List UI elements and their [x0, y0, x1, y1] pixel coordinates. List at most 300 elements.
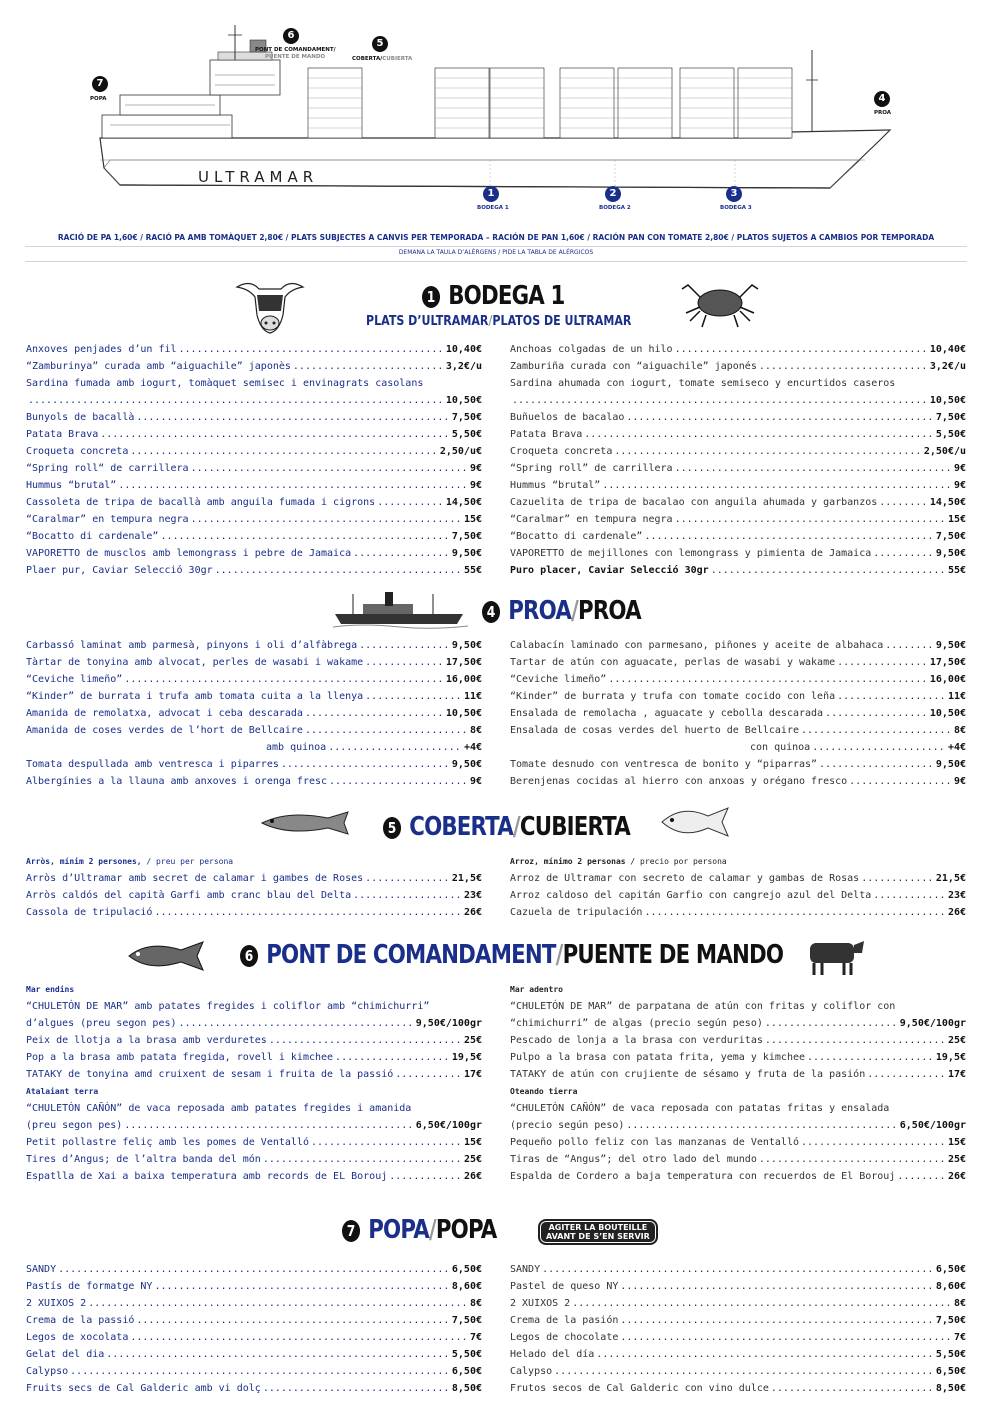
menu-item [26, 1015, 482, 1032]
dot-leader [807, 1049, 934, 1066]
rice-note-es [510, 853, 966, 870]
menu-item-price: 9€ [469, 463, 482, 474]
menu-item-price: 25€ [947, 1154, 966, 1165]
dot-leader [136, 1312, 450, 1329]
menu-item-price: 26€ [947, 907, 966, 918]
dot-leader [867, 1066, 946, 1083]
menu-item-price: 6,50€ [451, 1366, 482, 1377]
menu-item [26, 1117, 482, 1134]
rice-note-detail: / preu per persona [146, 857, 234, 866]
menu-item-price: 15€ [463, 1137, 482, 1148]
menu-item-name: Pastel de queso NY [510, 1281, 619, 1292]
rice-note-detail: / precio por persona [630, 857, 727, 866]
dot-leader [849, 773, 952, 790]
dot-leader [897, 1168, 946, 1185]
menu-item [26, 443, 482, 460]
menu-item-name: Buñuelos de bacalao [510, 412, 625, 423]
bodega-list-es [510, 341, 966, 579]
section-number: 6 [240, 945, 258, 967]
dot-leader [614, 443, 921, 460]
menu-item [510, 1117, 966, 1134]
menu-item-price: 26€ [947, 1171, 966, 1182]
marker-coberta-label: COBERTA/CUBIERTA [352, 56, 413, 62]
menu-item [26, 773, 482, 790]
menu-item-price: 8,50€ [935, 1383, 966, 1394]
menu-item [26, 1329, 482, 1346]
menu-item-price: 3,2€/u [929, 361, 966, 372]
menu-item [26, 426, 482, 443]
section-title-popa: 7 POPA/POPA [342, 1215, 496, 1245]
dot-leader [620, 1312, 934, 1329]
menu-item-name: Tomate desnudo con ventresca de bonito y “piparras” [510, 759, 818, 770]
dot-leader [596, 1346, 934, 1363]
menu-item-name: Pescado de lonja a la brasa con verduritas [510, 1035, 763, 1046]
dot-leader [765, 1015, 898, 1032]
section-title-coberta: 5 COBERTA/CUBIERTA [383, 812, 630, 842]
menu-item [26, 392, 482, 409]
menu-item-price: 25€ [463, 1035, 482, 1046]
menu-item [510, 1134, 966, 1151]
menu-item-name: Frutos secos de Cal Galderic con vino dulce [510, 1383, 769, 1394]
menu-item-name: “Ceviche limeño” [510, 674, 607, 685]
menu-item [26, 460, 482, 477]
carp-fish-icon [658, 802, 733, 846]
menu-item-name: Croqueta concreta [26, 446, 129, 457]
menu-item [510, 1261, 966, 1278]
menu-item-name: “Kinder” de burrata y trufa con tomate cocido con leña [510, 691, 836, 702]
menu-item [26, 477, 482, 494]
cow-icon [796, 933, 866, 982]
menu-item [510, 773, 966, 790]
dot-leader [512, 392, 928, 409]
menu-item [26, 409, 482, 426]
menu-item-name: Puro placer, Caviar Selecció 30gr [510, 565, 709, 576]
menu-item-price: 14,50€ [445, 497, 482, 508]
menu-item-name: Tomata despullada amb ventresca i piparres [26, 759, 279, 770]
dot-leader [365, 654, 444, 671]
menu-item-price: +4€ [947, 742, 966, 753]
menu-item-price: 17€ [463, 1069, 482, 1080]
menu-item-price: 55€ [947, 565, 966, 576]
menu-item-name: SANDY [510, 1264, 541, 1275]
dot-leader [160, 528, 449, 545]
marker-bodega-2-label: BODEGA 2 [599, 205, 631, 211]
section-title-proa: 4 PROA/PROA [482, 596, 641, 626]
pont-list-es [510, 981, 966, 1185]
section-title-bodega [422, 281, 565, 311]
menu-item [510, 426, 966, 443]
menu-item-price: 9€ [953, 463, 966, 474]
dot-leader [801, 1134, 946, 1151]
menu-item [510, 494, 966, 511]
menu-item-name: Pequeño pollo feliz con las manzanas de Ventalló [510, 1137, 799, 1148]
menu-item [26, 637, 482, 654]
section-title-pont: 6 PONT DE COMANDAMENT/PUENTE DE MANDO [240, 940, 783, 970]
dot-leader [136, 409, 450, 426]
menu-item-name: 2 XUIXOS 2 [510, 1298, 571, 1309]
menu-item-name: Plaer pur, Caviar Selecció 30gr [26, 565, 213, 576]
menu-item [26, 705, 482, 722]
menu-item-name: Legos de chocolate [510, 1332, 619, 1343]
marker-bodega-1-label: BODEGA 1 [477, 205, 509, 211]
divider [25, 261, 967, 262]
dot-leader [100, 426, 450, 443]
menu-item-name: Gelat del dia [26, 1349, 105, 1360]
menu-item-name: “Bocatto di cardenale” [26, 531, 159, 542]
marker-popa: 7 [92, 76, 108, 92]
menu-item [510, 392, 966, 409]
menu-item-price: 3,2€/u [445, 361, 482, 372]
allergens-note: DEMANA LA TAULA D’ALÈRGENS / PIDE LA TABLA DE ALÉRGICOS [398, 249, 594, 256]
rice-note-label: Arroz, mínimo 2 personas [510, 857, 626, 866]
menu-item [510, 688, 966, 705]
menu-item-name: SANDY [26, 1264, 57, 1275]
menu-item-name: Pastís de formatge NY [26, 1281, 153, 1292]
menu-item [26, 545, 482, 562]
menu-item-name: Amanida de remolatxa, advocat i ceba descarada [26, 708, 303, 719]
menu-item [26, 1278, 482, 1295]
menu-item-price: 14,50€ [929, 497, 966, 508]
menu-item-price: 9,50€ [451, 548, 482, 559]
title-es: CUBIERTA [519, 812, 630, 842]
marker-pont: 6 [283, 28, 299, 44]
menu-item-name: Arroz de Ultramar con secreto de calamar y gambas de Rosas [510, 873, 860, 884]
dot-leader [263, 1380, 450, 1397]
menu-item-price: 26€ [463, 907, 482, 918]
menu-item-name: “Zamburinya” curada amb “aiguachile” japonès [26, 361, 291, 372]
menu-item-name: Ensalada de cosas verdes del huerto de Bellcaire [510, 725, 799, 736]
menu-item [510, 1015, 966, 1032]
popa-list-es [510, 1261, 966, 1397]
menu-item-name: d’algues (preu segon pes) [26, 1018, 177, 1029]
menu-item [510, 1066, 966, 1083]
dot-leader [584, 426, 934, 443]
menu-item-name: Sardina fumada amb iogurt, tomàquet semisec i envinagrats casolans [26, 378, 424, 389]
menu-item [26, 722, 482, 739]
info-line: RACIÓ DE PA 1,60€ / RACIÓ PA AMB TOMÀQUET 2,80€ / PLATS SUBJECTES A CANVIS PER TEMPORADA – RACIÓN DE PAN 1,60€ / RACIÓN PAN CON TOMATE 2,80€ / PLATOS SUJETOS A CAMBIOS POR TEMPORADA [57, 233, 935, 242]
dot-leader [305, 722, 468, 739]
menu-item-price: 9,50€ [935, 548, 966, 559]
menu-item-name: (precio según peso) [510, 1120, 625, 1131]
badge-line-2: AVANT DE S’EN SERVIR [546, 1232, 650, 1241]
dot-leader [118, 477, 468, 494]
dot-leader [353, 887, 462, 904]
menu-item-name: Ensalada de remolacha , aguacate y cebolla descarada [510, 708, 824, 719]
menu-item-price: 9€ [953, 480, 966, 491]
menu-item-name: Crema de la pasión [510, 1315, 619, 1326]
menu-item [26, 671, 482, 688]
dot-leader [88, 1295, 468, 1312]
menu-item [510, 671, 966, 688]
menu-item [26, 756, 482, 773]
dot-leader [644, 904, 945, 921]
menu-item-name: Calypso [510, 1366, 553, 1377]
menu-item-name: Espatlla de Xai a baixa temperatura amb records de EL Borouj [26, 1171, 388, 1182]
menu-item [510, 1100, 966, 1117]
menu-item-price: 7,50€ [935, 1315, 966, 1326]
dot-leader [765, 1032, 946, 1049]
dot-leader [837, 688, 946, 705]
menu-item [26, 562, 482, 579]
menu-item-price: 6,50€ [451, 1264, 482, 1275]
menu-item-name: Cassoleta de tripa de bacallà amb anguila fumada i cigrons [26, 497, 376, 508]
menu-item [26, 341, 482, 358]
section-number: 7 [342, 1220, 360, 1242]
dot-leader [759, 358, 928, 375]
dot-leader [154, 904, 462, 921]
menu-item [510, 562, 966, 579]
menu-item [26, 739, 482, 756]
menu-item-name: “CHULETÓN DE MAR” de parpatana de atún con fritas y coliflor con [510, 1001, 896, 1012]
menu-item-name: Cazuelita de tripa de bacalao con anguila ahumada y garbanzos [510, 497, 878, 508]
bodega-list-ca [26, 341, 482, 579]
menu-item-name: Anxoves penjades d’un fil [26, 344, 177, 355]
menu-item [26, 1100, 482, 1117]
menu-item-price: 25€ [947, 1035, 966, 1046]
menu-item [510, 528, 966, 545]
marker-proa: 4 [874, 91, 890, 107]
menu-item-name: Bunyols de bacallà [26, 412, 135, 423]
menu-item [26, 1168, 482, 1185]
menu-item [510, 1151, 966, 1168]
menu-item-name: Legos de xocolata [26, 1332, 129, 1343]
menu-item-price: 9€ [469, 776, 482, 787]
rice-note-label: Arròs, mínim 2 persones, [26, 857, 142, 866]
dot-leader [602, 477, 952, 494]
dot-leader [329, 773, 468, 790]
menu-item [510, 375, 966, 392]
menu-item-name: Peix de llotja a la brasa amb verduretes [26, 1035, 267, 1046]
section-number: 1 [422, 286, 440, 308]
menu-item-price: 10,50€ [445, 395, 482, 406]
menu-item-name: Tires d’Angus; de l’altra banda del món [26, 1154, 261, 1165]
menu-item-name: Hummus “brutal” [510, 480, 601, 491]
ship-name: ULTRAMAR [198, 168, 319, 186]
dot-leader [106, 1346, 450, 1363]
dot-leader [675, 511, 946, 528]
dot-leader [837, 654, 928, 671]
fish-icon [125, 938, 210, 977]
menu-item [510, 460, 966, 477]
menu-item-price: 5,50€ [451, 1349, 482, 1360]
menu-item-name: Arròs d’Ultramar amb secret de calamar i gambes de Roses [26, 873, 364, 884]
menu-item-name: “CHULETÓN CAÑÓN” de vaca reposada con patatas fritas y ensalada [510, 1103, 890, 1114]
rice-note-ca [26, 853, 482, 870]
menu-item-price: 10,50€ [929, 395, 966, 406]
menu-item [510, 443, 966, 460]
dot-leader [389, 1168, 462, 1185]
menu-item-price: 2,50€/u [923, 446, 966, 457]
menu-item-name: Hummus “brutal” [26, 480, 117, 491]
menu-item-name: Helado del día [510, 1349, 595, 1360]
menu-item-name: con quinoa [750, 742, 811, 753]
menu-item-price: 8€ [953, 725, 966, 736]
dot-leader [353, 545, 450, 562]
dot-leader [359, 637, 450, 654]
dot-leader [130, 1329, 468, 1346]
menu-item-name: VAPORETTO de mejillones con lemongrass y pimienta de Jamaica [510, 548, 872, 559]
menu-item [510, 409, 966, 426]
title-es: PROA [578, 596, 641, 626]
menu-item-price: 6,50€/100gr [899, 1120, 966, 1131]
dot-leader [542, 1261, 934, 1278]
menu-item-name: Tiras de “Angus”; del otro lado del mundo [510, 1154, 757, 1165]
menu-item [26, 904, 482, 921]
dot-leader [395, 1066, 462, 1083]
dot-leader [130, 443, 437, 460]
menu-item-name: Zamburiña curada con “aiguachile” japonés [510, 361, 757, 372]
menu-item-name: Patata Brava [26, 429, 99, 440]
menu-item [510, 1380, 966, 1397]
menu-item [510, 511, 966, 528]
dot-leader [124, 671, 444, 688]
menu-item [26, 1151, 482, 1168]
menu-item-name: “Caralmar” en tempura negra [26, 514, 189, 525]
menu-item [26, 1363, 482, 1380]
marker-bodega-3-label: BODEGA 3 [720, 205, 752, 211]
menu-item-price: 17,50€ [929, 657, 966, 668]
menu-item [510, 1168, 966, 1185]
proa-list-ca [26, 637, 482, 790]
marker-proa-label: PROA [874, 110, 892, 116]
dot-leader [328, 739, 462, 756]
menu-item [26, 528, 482, 545]
menu-item [510, 756, 966, 773]
menu-item-name: Albergínies a la llauna amb anxoves i orenga fresc [26, 776, 328, 787]
menu-item-price: 7,50€ [451, 1315, 482, 1326]
menu-item-name: TATAKY de tonyina amd cruixent de sesam i fruita de la passió [26, 1069, 394, 1080]
menu-item-price: 9€ [469, 480, 482, 491]
dot-leader [311, 1134, 462, 1151]
menu-item-name: “Caralmar” en tempura negra [510, 514, 673, 525]
pont-list-ca [26, 981, 482, 1185]
menu-item-price: 6,50€ [935, 1264, 966, 1275]
dot-leader [124, 1117, 413, 1134]
menu-item [26, 1261, 482, 1278]
menu-item-name: TATAKY de atún con crujiente de sésamo y fruta de la pasión [510, 1069, 866, 1080]
menu-item-price: 19,5€ [935, 1052, 966, 1063]
divider [25, 246, 967, 247]
dot-leader [626, 1117, 897, 1134]
menu-item-price: 8,60€ [451, 1281, 482, 1292]
menu-item [510, 722, 966, 739]
menu-item-price: 9,50€ [451, 759, 482, 770]
proa-list-es [510, 637, 966, 790]
dot-leader [365, 870, 450, 887]
coberta-list-es [510, 853, 966, 921]
dot-leader [711, 562, 946, 579]
menu-item-name: “CHULETÓN CAÑÓN” de vaca reposada amb patates fregides i amanida [26, 1103, 412, 1114]
dot-leader [620, 1278, 934, 1295]
menu-item [26, 1346, 482, 1363]
dot-leader [179, 341, 444, 358]
menu-item [510, 654, 966, 671]
dot-leader [179, 1015, 414, 1032]
menu-item-name: Cassola de tripulació [26, 907, 153, 918]
menu-item-price: +4€ [463, 742, 482, 753]
menu-item [26, 375, 482, 392]
menu-item-name: Berenjenas cocidas al hierro con anxoas y orégano fresco [510, 776, 848, 787]
dot-leader [620, 1329, 952, 1346]
dot-leader [572, 1295, 952, 1312]
dot-leader [819, 756, 934, 773]
marker-bodega-2: 2 [605, 186, 621, 202]
menu-item [26, 1134, 482, 1151]
dot-leader [675, 460, 952, 477]
dot-leader [771, 1380, 934, 1397]
menu-item-price: 10,40€ [929, 344, 966, 355]
menu-item [26, 1295, 482, 1312]
menu-item [510, 477, 966, 494]
menu-item-price: 5,50€ [451, 429, 482, 440]
dot-leader [608, 671, 928, 688]
menu-item-price: 6,50€/100gr [415, 1120, 482, 1131]
dot-leader [801, 722, 952, 739]
subtitle-es: PLATOS DE ULTRAMAR [492, 314, 632, 329]
menu-item [26, 998, 482, 1015]
dot-leader [70, 1363, 450, 1380]
menu-item-name: Croqueta concreta [510, 446, 613, 457]
menu-item-price: 5,50€ [935, 429, 966, 440]
menu-item [26, 358, 482, 375]
menu-item-name: Calabacín laminado con parmesano, piñones y aceite de albahaca [510, 640, 884, 651]
menu-item-price: 17€ [947, 1069, 966, 1080]
title-ca: POPA [368, 1215, 429, 1245]
marker-pont-label: PONT DE COMANDAMENT/ [255, 47, 336, 53]
dot-leader [335, 1049, 450, 1066]
menu-item [26, 1380, 482, 1397]
dot-leader [825, 705, 928, 722]
menu-item-name: “Kinder” de burrata i trufa amb tomata cuita a la llenya [26, 691, 364, 702]
crab-icon [680, 275, 760, 334]
subsection-label: Oteando tierra [510, 1087, 578, 1096]
menu-item-name: “Spring roll” de carrillera [510, 463, 673, 474]
menu-item [510, 904, 966, 921]
marker-pont-sublabel: PUENTE DE MANDO [265, 54, 326, 60]
menu-item-price: 10,50€ [445, 708, 482, 719]
menu-item-name: Arroz caldoso del capitán Garfio con cangrejo azul del Delta [510, 890, 872, 901]
menu-item [510, 998, 966, 1015]
dot-leader [191, 511, 462, 528]
menu-item-price: 23€ [947, 890, 966, 901]
menu-item-price: 7€ [469, 1332, 482, 1343]
bodega-subtitle: PLATS D’ULTRAMAR/PLATOS DE ULTRAMAR [366, 314, 632, 329]
dot-leader [28, 392, 444, 409]
menu-item-price: 23€ [463, 890, 482, 901]
menu-item-price: 15€ [947, 514, 966, 525]
menu-item [26, 870, 482, 887]
menu-item-name: Carbassó laminat amb parmesà, pinyons i oli d’alfàbrega [26, 640, 358, 651]
menu-item-name: Patata Brava [510, 429, 583, 440]
menu-item [510, 1295, 966, 1312]
menu-item-name: “chimichurri” de algas (precio según peso) [510, 1018, 763, 1029]
ship-drawing [90, 20, 910, 235]
steamship-icon [333, 590, 468, 634]
section-number: 4 [482, 601, 500, 623]
title-ca: COBERTA [409, 812, 513, 842]
menu-item [510, 1363, 966, 1380]
dot-leader [873, 545, 934, 562]
menu-item-price: 11€ [947, 691, 966, 702]
dot-leader [377, 494, 444, 511]
menu-item [26, 494, 482, 511]
menu-item-price: 9,50€/100gr [899, 1018, 966, 1029]
menu-item-price: 55€ [463, 565, 482, 576]
menu-item-name: “CHULETÓN DE MAR” amb patates fregides i coliflor amb “chimichurri” [26, 1001, 430, 1012]
menu-item-name: Crema de la passió [26, 1315, 135, 1326]
dot-leader [281, 756, 450, 773]
dot-leader [191, 460, 468, 477]
